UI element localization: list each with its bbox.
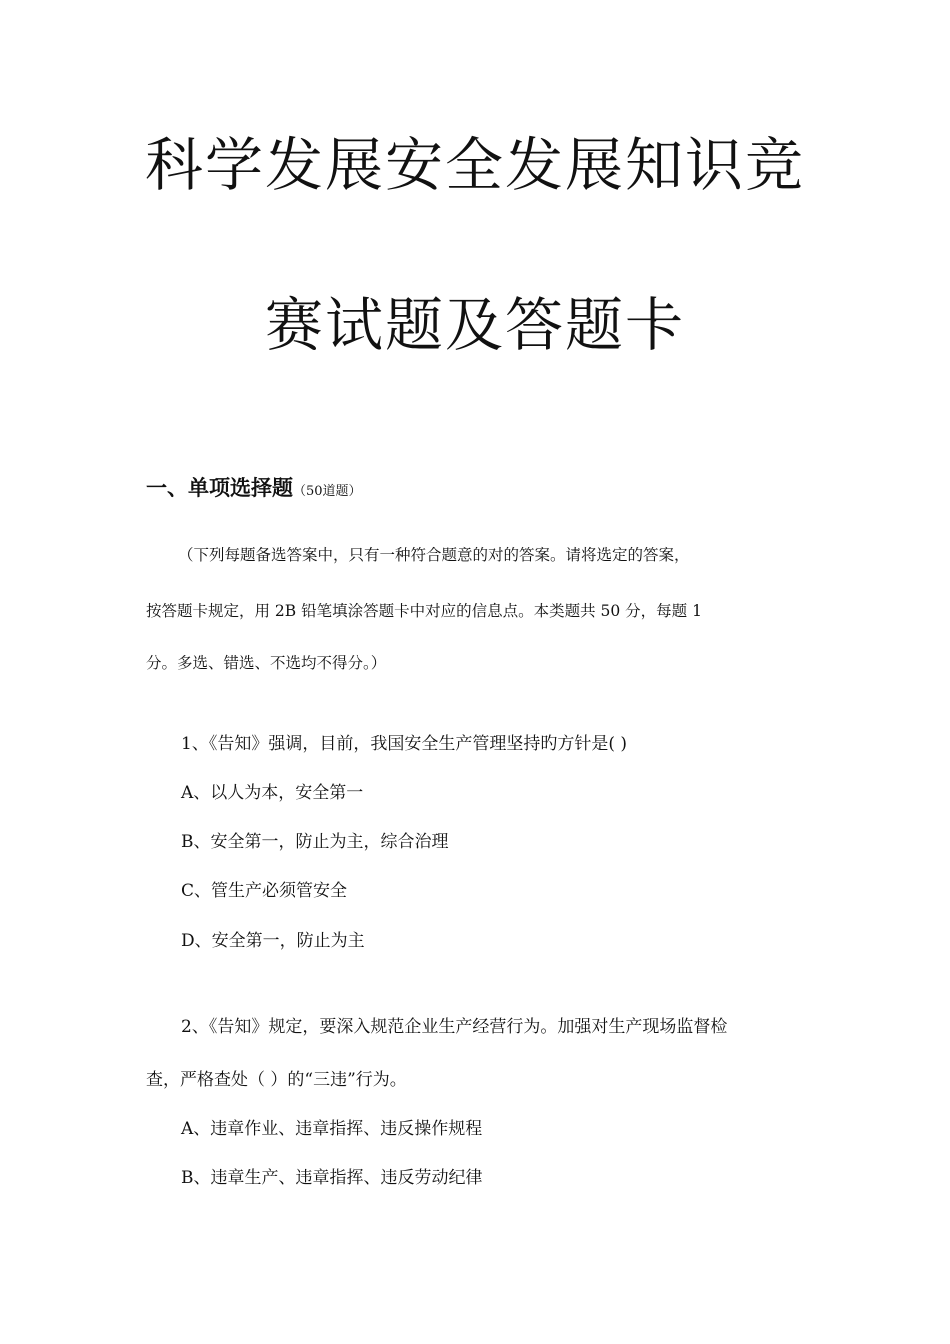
section-heading-text: 一、单项选择题	[146, 476, 293, 500]
question-1-option-d: D、安全第一，防止为主	[181, 931, 365, 951]
question-2-option-b: B、违章生产、违章指挥、违反劳动纪律	[181, 1168, 483, 1188]
question-2-stem-line-1: 2、《告知》规定，要深入规范企业生产经营行为。加强对生产现场监督检	[181, 1017, 728, 1037]
question-2-stem-line-2: 查，严格查处（ ）的“三违”行为。	[146, 1070, 407, 1090]
instructions-line-1: （下列每题备选答案中，只有一种符合题意的对的答案。请将选定的答案，	[178, 546, 690, 564]
instructions-line-2: 按答题卡规定，用 2B 铅笔填涂答题卡中对应的信息点。本类题共 50 分，每题 1	[146, 602, 702, 620]
question-1-stem: 1、《告知》强调，目前，我国安全生产管理坚持旳方针是( )	[181, 734, 627, 754]
document-title-line-2: 赛试题及答题卡	[264, 291, 685, 359]
question-2-option-a: A、违章作业、违章指挥、违反操作规程	[181, 1119, 483, 1139]
section-heading	[146, 474, 362, 506]
question-1-option-b: B、安全第一，防止为主，综合治理	[181, 832, 449, 852]
question-1-option-c: C、管生产必须管安全	[181, 881, 348, 901]
question-1-option-a: A、以人为本，安全第一	[181, 783, 364, 803]
section-question-count: （50道题）	[293, 484, 362, 499]
document-title-line-1: 科学发展安全发展知识竞	[144, 131, 805, 199]
instructions-line-3: 分。多选、错选、不选均不得分。）	[146, 654, 387, 672]
